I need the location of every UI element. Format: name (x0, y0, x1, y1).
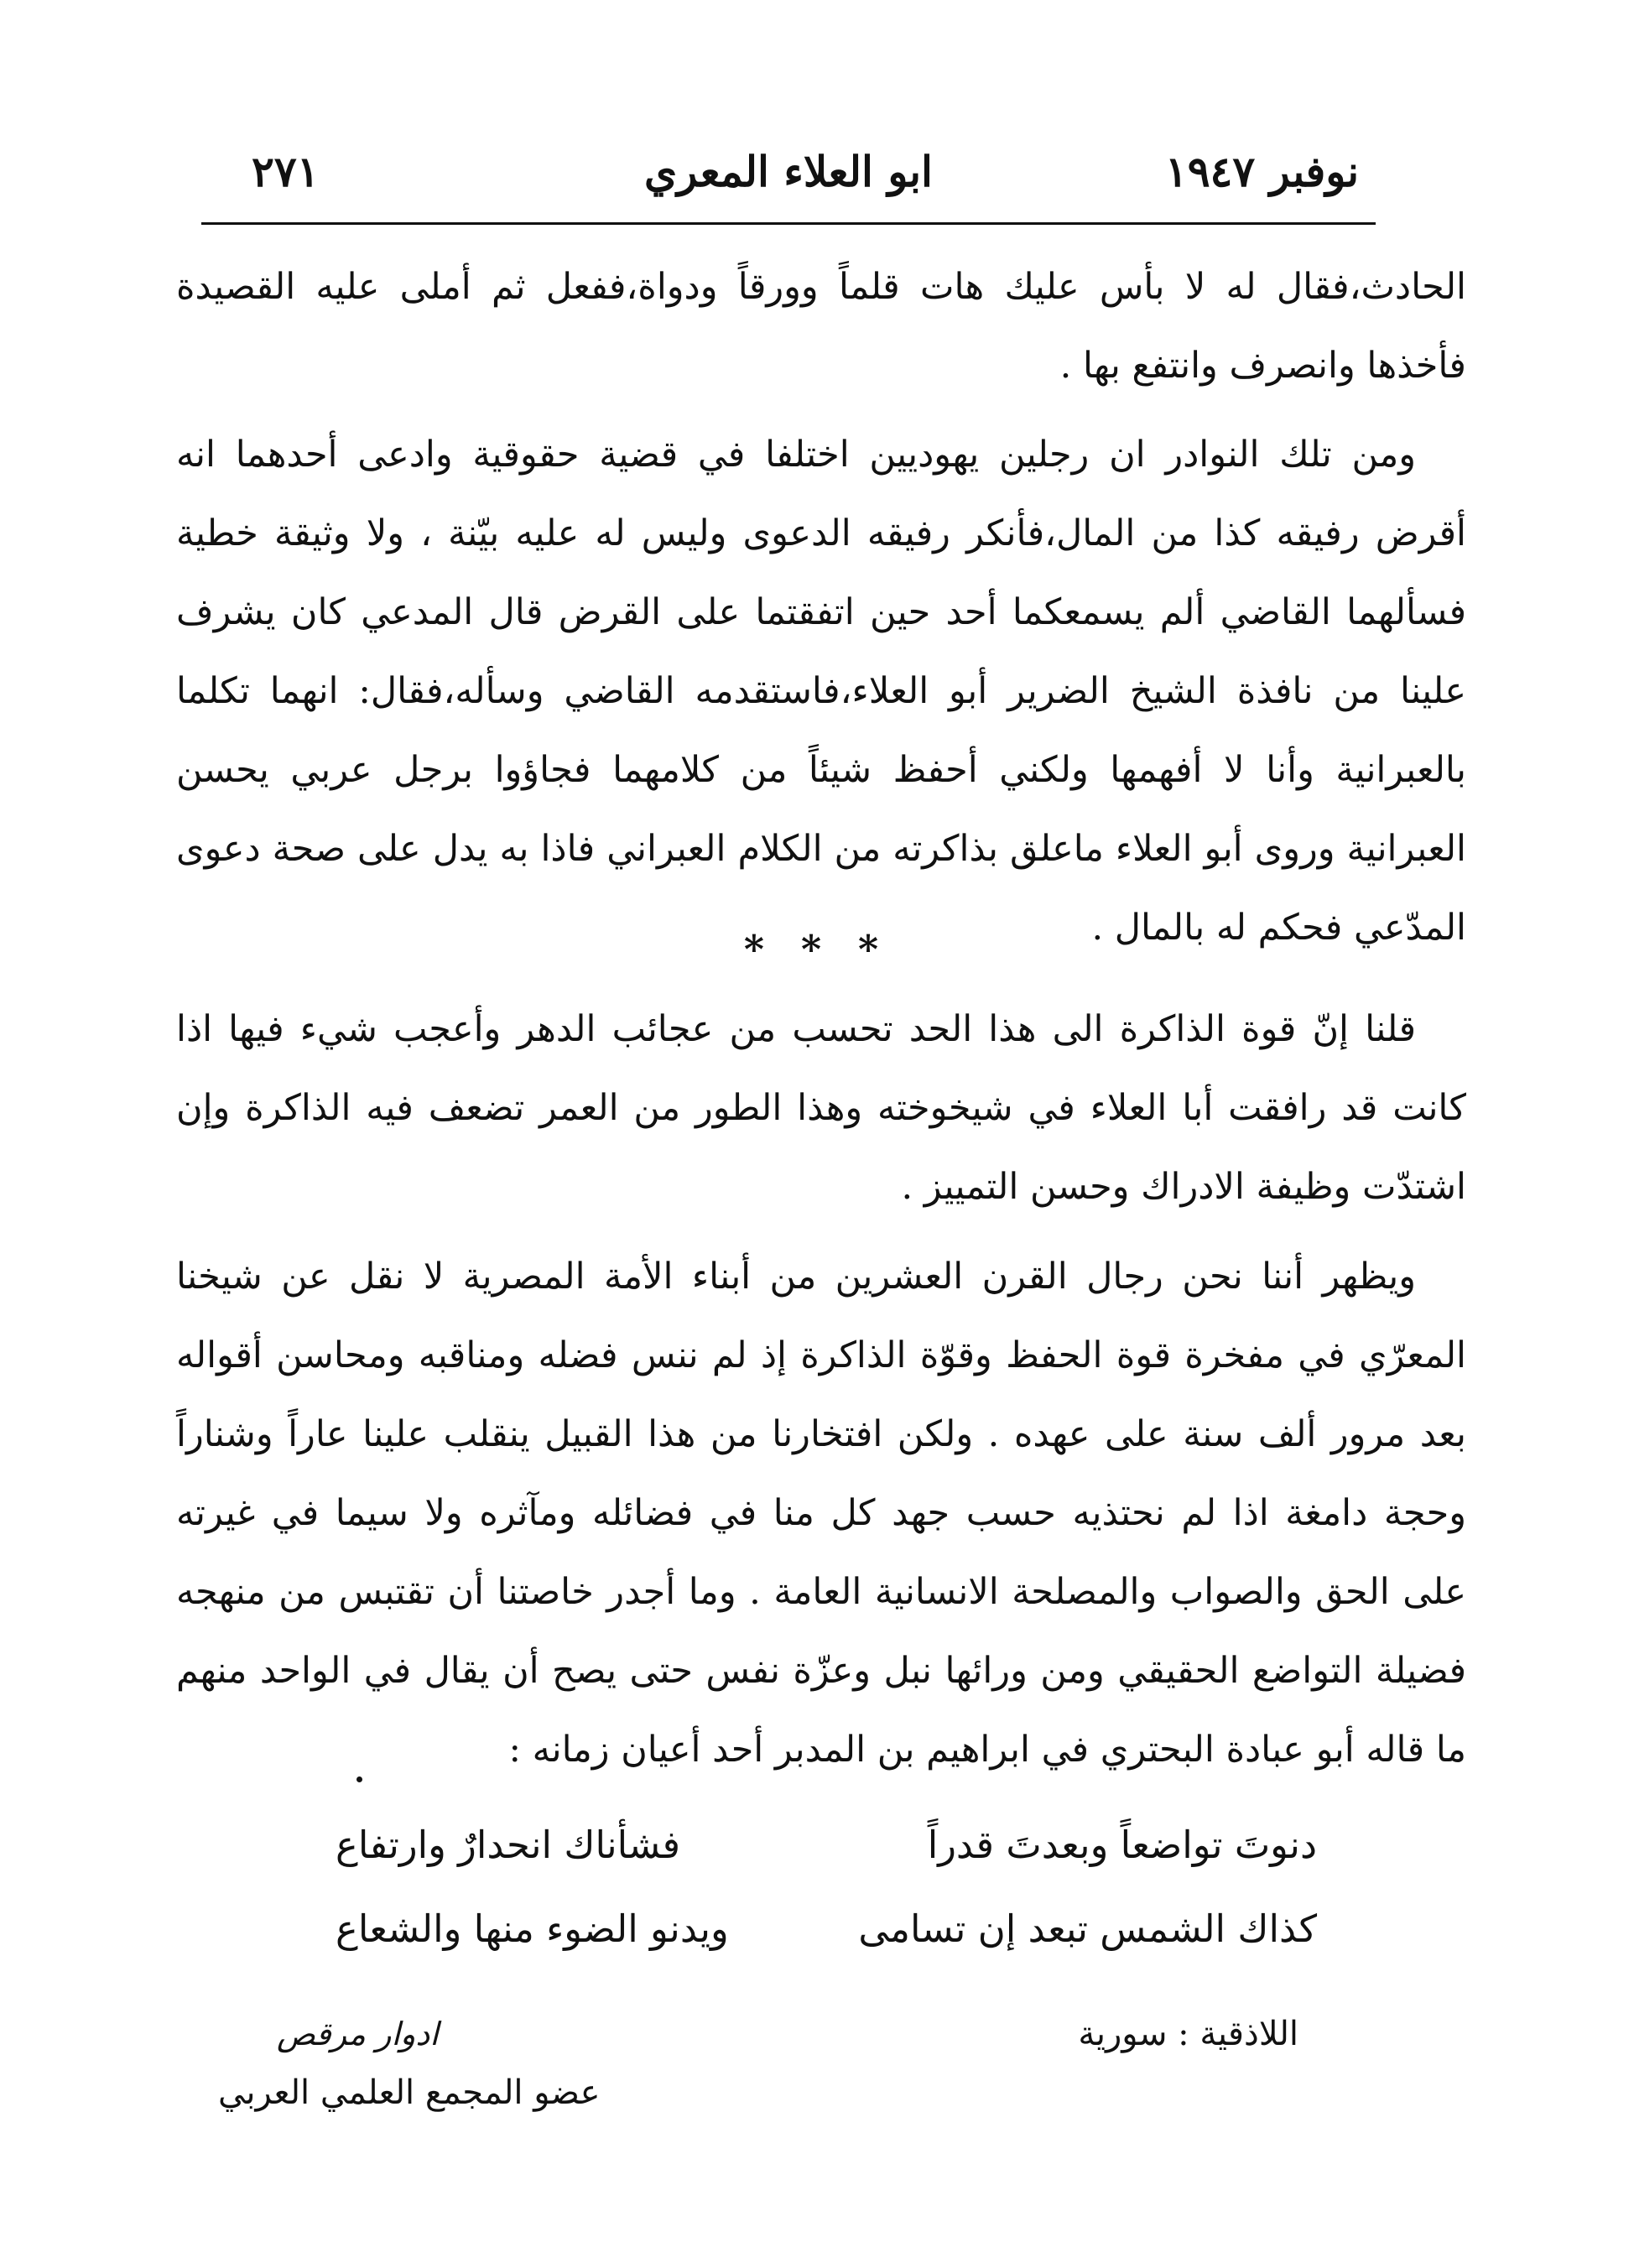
section-break: * * * (743, 927, 891, 972)
signature-place: اللاذقية : سورية (1078, 2015, 1298, 2053)
running-title: ابو العلاء المعري (644, 147, 933, 196)
issue-date: نوفبر ١٩٤٧ (1164, 147, 1359, 196)
paragraph-2: ومن تلك النوادر ان رجلين يهوديين اختلفا في قضية حقوقية وادعى أحدهما انه أقرض رفيقه كذا من المال،فأنكر رفيقه الدعوى وليس له عليه بيّنة ، ولا وثيقة خطية فسألهما القاضي ألم يسمعكما أحد حين اتفقتما على القرض قال المدعي كان يشرف علينا من نافذة الشيخ الضرير أبو العلاء،فاستقدمه القاضي وسأله،فقال: انهما تكلما بالعبرانية وأنا لا أفهمها ولكني أحفظ شيئاً من كلامهما فجاؤوا برجل عربي يحسن العبرانية وروى أبو العلاء ماعلق بذاكرته من الكلام العبراني فاذا به يدل على صحة دعوى المدّعي فحكم له بالمال . (176, 434, 1466, 949)
verse-1-second-hemistich: فشأناك انحدارٌ وارتفاع (336, 1823, 681, 1867)
verse-line-1 (336, 1808, 1317, 1883)
paragraph-1: الحادث،فقال له لا بأس عليك هات قلماً وورقاً ودواة،ففعل ثم أملى عليه القصيدة فأخذها وانصرف وانتفع بها . (176, 266, 1466, 387)
verse-2-first-hemistich: كذاك الشمس تبعد إن تسامى (858, 1906, 1317, 1951)
page-number: ٢٧١ (252, 147, 320, 196)
verse-1-first-hemistich: دنوتَ تواضعاً وبعدتَ قدراً (927, 1823, 1317, 1867)
verse-line-2 (336, 1891, 1317, 1967)
page-header (218, 138, 1359, 205)
signature-author-title: عضو المجمع العلمي العربي (218, 2073, 601, 2112)
verse-2-second-hemistich: ويدنو الضوء منها والشعاع (336, 1906, 729, 1951)
paragraph-4: ويظهر أننا نحن رجال القرن العشرين من أبناء الأمة المصرية لا نقل عن شيخنا المعرّي في مفخرة قوة الحفظ وقوّة الذاكرة إذ لم ننس فضله ومناقبه ومحاسن أقواله بعد مرور ألف سنة على عهده . ولكن افتخارنا من هذا القبيل ينقلب علينا عاراً وشناراً وحجة دامغة اذا لم نحتذيه حسب جهد كل منا في فضائله ومآثره ولا سيما في غيرته على الحق والصواب والمصلحة الانسانية العامة . وما أجدر خاصتنا أن تقتبس من منهجه فضيلة التواضع الحقيقي ومن ورائها نبل وعزّة نفس حتى يصح أن يقال في الواحد منهم ما قاله أبو عبادة البحتري في ابراهيم بن المدبر أحد أعيان زمانه : (176, 1256, 1467, 1771)
signature-author: ادوار مرقص (277, 2016, 439, 2052)
header-rule (201, 222, 1376, 225)
stray-mark (356, 1776, 362, 1782)
paragraph-3: قلنا إنّ قوة الذاكرة الى هذا الحد تحسب من عجائب الدهر وأعجب شيء فيها اذا كانت قد رافقت أبا العلاء في شيخوخته وهذا الطور من العمر تضعف فيه الذاكرة وإن اشتدّت وظيفة الادراك وحسن التمييز . (176, 1008, 1466, 1208)
